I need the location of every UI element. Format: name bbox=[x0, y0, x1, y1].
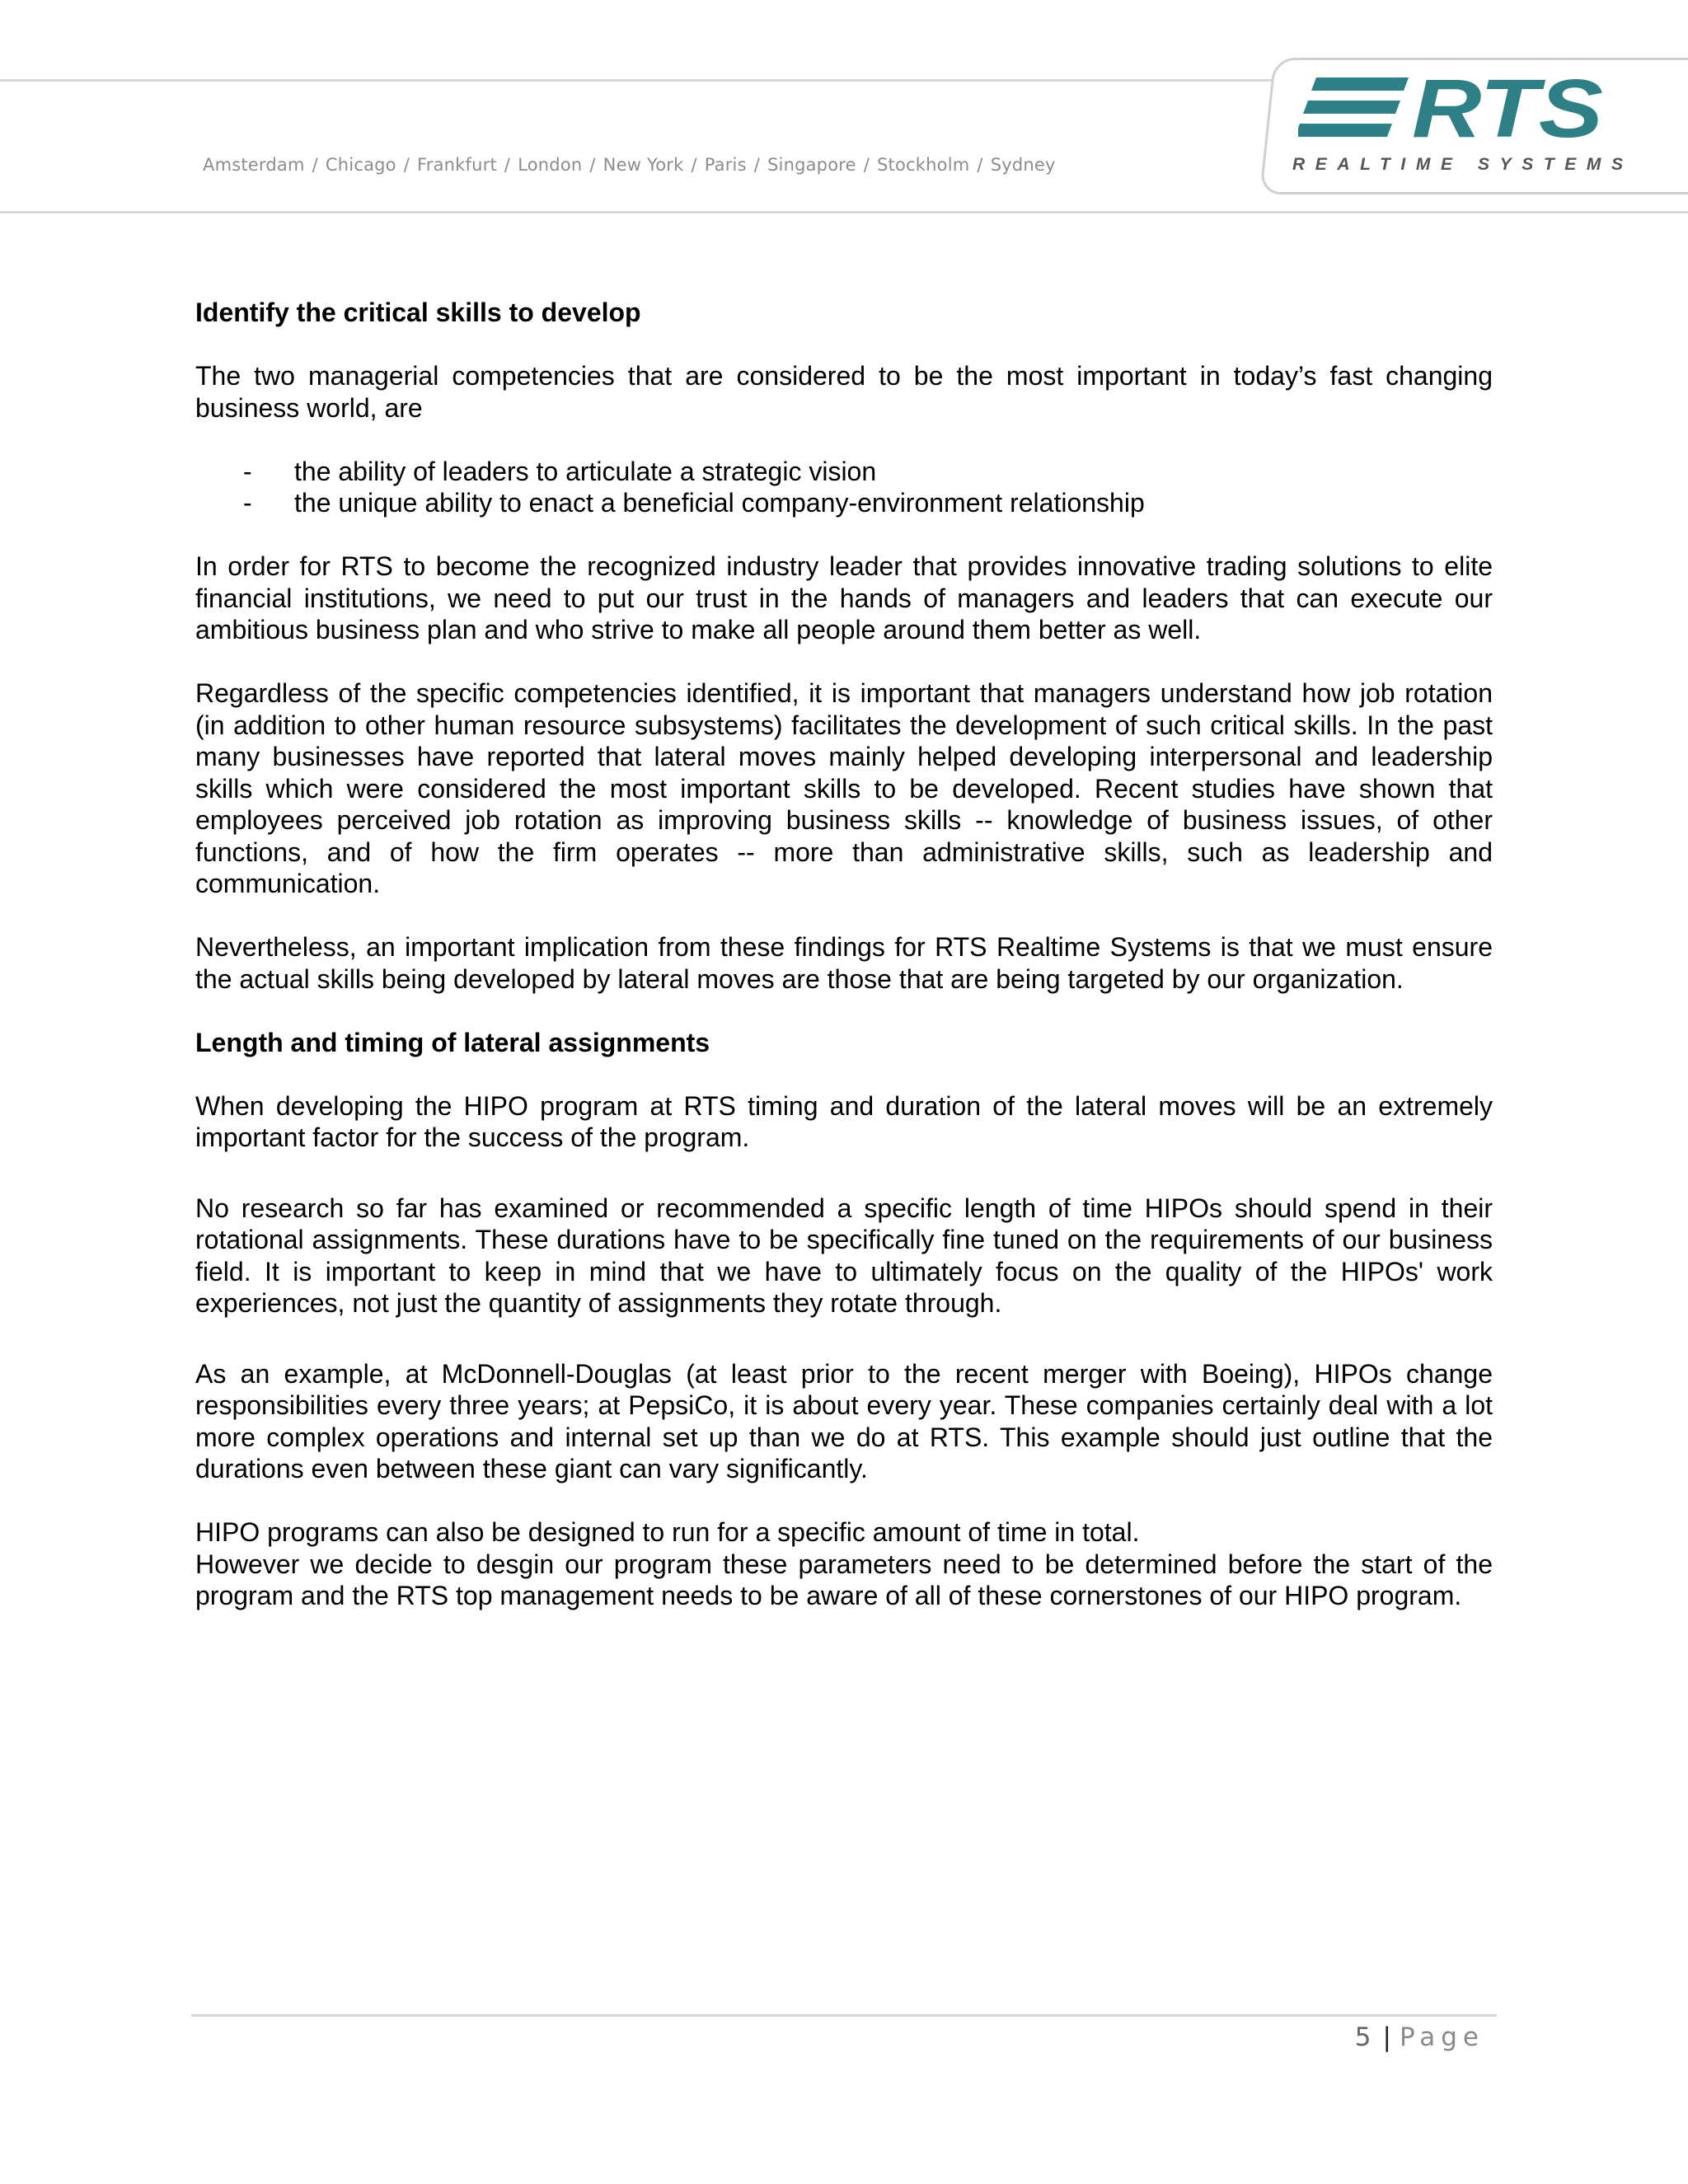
bullet-dash: - bbox=[243, 488, 252, 518]
list-item: - the unique ability to enact a beneficial company-environment relationship bbox=[243, 488, 1145, 518]
paragraph-research: No research so far has examined or recommended a specific length of time HIPOs should spend in their rotational assignments. These durations have to be specifically fine tuned on the requirements of our business field. It is important to keep in mind that we have to ultimately focus on the quality of the HIPOs' work experiences, not just the quantity of assignments they rotate through. bbox=[195, 1193, 1493, 1318]
paragraph-competencies: The two managerial competencies that are considered to be the most important in today’s fast changing business world, are bbox=[195, 361, 1493, 423]
paragraph-job-rotation: Regardless of the specific competencies identified, it is important that managers understand how job rotation (in addition to other human resource subsystems) facilitates the development of such critical skills. In the past many businesses have reported that lateral moves mainly helped developing interpersonal and leadership skills which were considered the most important skills to be developed. Recent studies have shown that employees perceived job rotation as improving business skills -- knowledge of business issues, of other functions, and of how the firm operates -- more than administrative skills, such as leadership and communication. bbox=[195, 678, 1493, 898]
section-heading-length-timing: Length and timing of lateral assignments bbox=[195, 1027, 710, 1057]
header-rule-top bbox=[0, 79, 1278, 82]
city: Frankfurt bbox=[417, 155, 497, 175]
document-body bbox=[195, 297, 1493, 1612]
footer-divider: | bbox=[1382, 2022, 1391, 2052]
paragraph-hipo-timing: When developing the HIPO program at RTS timing and duration of the lateral moves will be an extremely important factor for the success of the program. bbox=[195, 1090, 1493, 1152]
list-item: - the ability of leaders to articulate a strategic vision bbox=[243, 456, 877, 486]
city: New York bbox=[603, 155, 684, 175]
city: Sydney bbox=[990, 155, 1056, 175]
rts-logo bbox=[1298, 74, 1607, 142]
city: Stockholm bbox=[877, 155, 970, 175]
header-rule-bottom bbox=[0, 211, 1688, 213]
city: London bbox=[518, 155, 583, 175]
logo-wordmark: RTS bbox=[1412, 74, 1603, 142]
paragraph-implication: Nevertheless, an important implication from these findings for RTS Realtime Systems is that we must ensure the actual skills being developed by lateral moves are those that are being targeted by our organization. bbox=[195, 932, 1493, 994]
paragraph-example: As an example, at McDonnell-Douglas (at least prior to the recent merger with Boeing), HIPOs change responsibilities every three years; at PepsiCo, it is about every year. These companies certainly deal with a lot more complex operations and internal set up than we do at RTS. This example should just outline that the durations even between these giant can vary significantly. bbox=[195, 1358, 1493, 1483]
competency-list bbox=[195, 456, 1493, 519]
logo-mark-icon bbox=[1298, 77, 1409, 137]
bullet-dash: - bbox=[243, 456, 252, 486]
city: Chicago bbox=[325, 155, 396, 175]
city: Singapore bbox=[767, 155, 856, 175]
paragraph-program-parameters: However we decide to desgin our program these parameters need to be determined before the start of the program and the RTS top management needs to be aware of all of these cornerstones of our HIPO program. bbox=[195, 1549, 1493, 1610]
page-number-footer bbox=[1355, 2022, 1484, 2052]
paragraph-program-duration: HIPO programs can also be designed to run for a specific amount of time in total. bbox=[195, 1517, 1140, 1547]
paragraph-industry-leader: In order for RTS to become the recognized industry leader that provides innovative trading solutions to elite financial institutions, we need to put our trust in the hands of managers and leaders that can execute our ambitious business plan and who strive to make all people around them better as well. bbox=[195, 551, 1493, 644]
page-label: Page bbox=[1399, 2022, 1484, 2052]
section-heading-critical-skills: Identify the critical skills to develop bbox=[195, 298, 641, 327]
page-number: 5 bbox=[1354, 2022, 1372, 2052]
city: Paris bbox=[704, 155, 747, 175]
office-locations: Amsterdam / Chicago / Frankfurt / London / New York / Paris / Singapore / Stockholm / Sydney bbox=[203, 155, 1056, 175]
city: Amsterdam bbox=[203, 155, 305, 175]
logo-subtitle: REALTIME SYSTEMS bbox=[1292, 155, 1634, 174]
footer-rule bbox=[191, 2014, 1497, 2017]
